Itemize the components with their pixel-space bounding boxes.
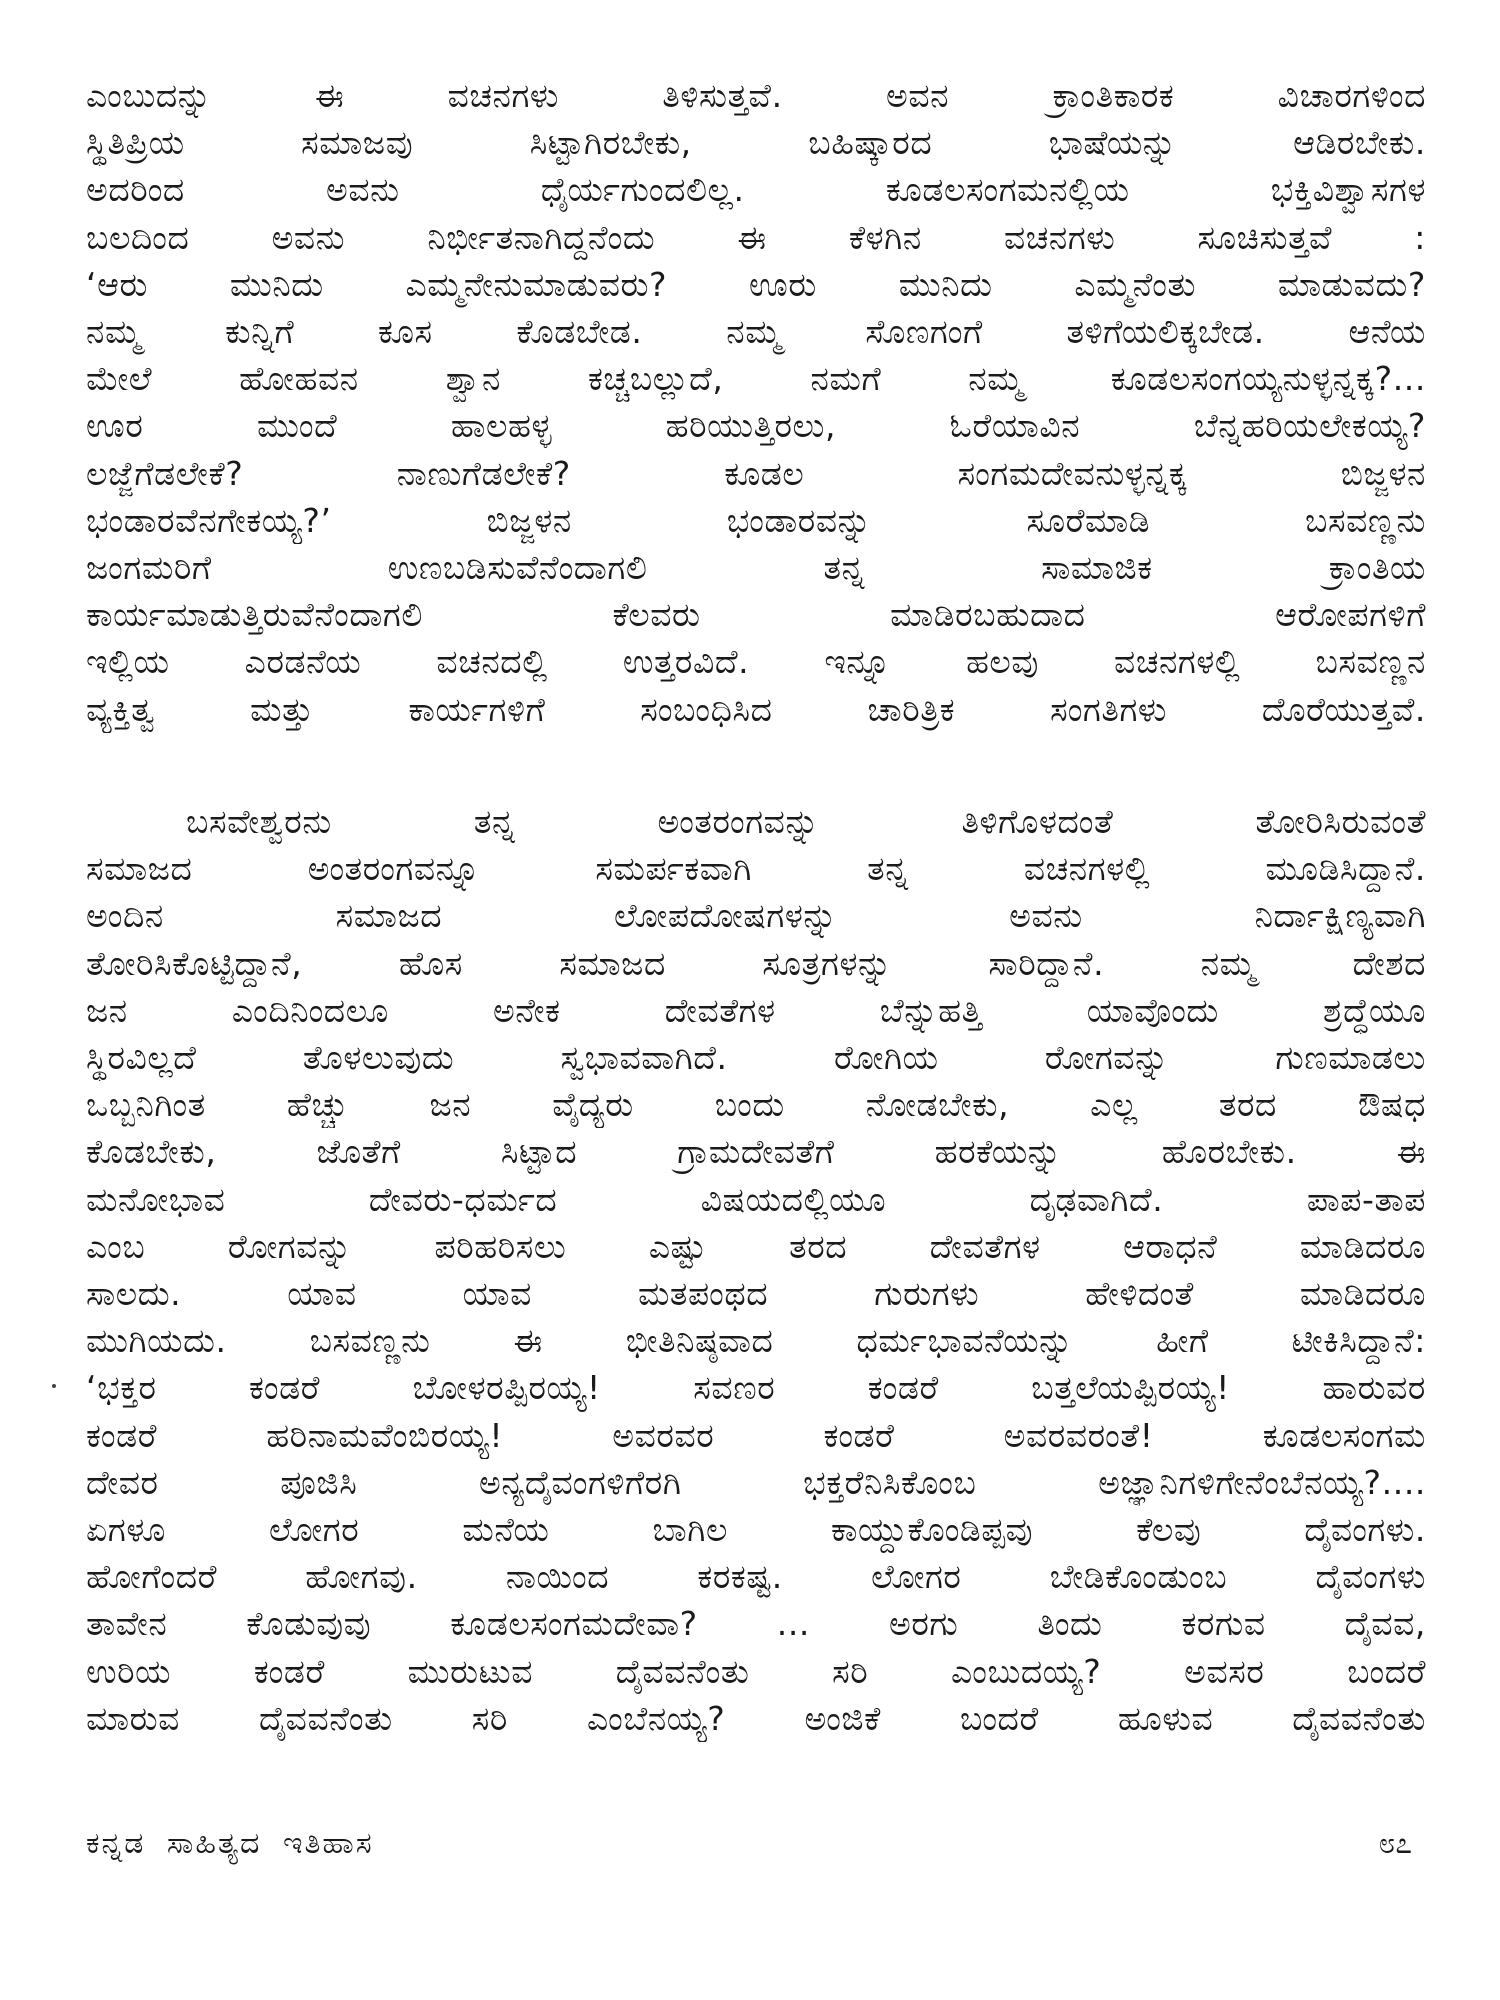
text-line: ವ್ಯಕ್ತಿತ್ವ ಮತ್ತು ಕಾರ್ಯಗಳಿಗೆ ಸಂಬಂಧಿಸಿದ ಚಾರಿತ್ರಿಕ ಸಂಗತಿಗಳು ದೊರೆಯುತ್ತವೆ. — [86, 689, 1426, 729]
text-line: ಕಾರ್ಯಮಾಡುತ್ತಿರುವೆನೆಂದಾಗಲಿ ಕೆಲವರು ಮಾಡಿರಬಹುದಾದ ಆರೋಪಗಳಿಗೆ — [86, 595, 1426, 635]
text-line: ಊರ ಮುಂದೆ ಹಾಲಹಳ್ಳ ಹರಿಯುತ್ತಿರಲು, ಓರೆಯಾವಿನ ಬೆನ್ನಹರಿಯಲೇಕಯ್ಯ? — [86, 406, 1426, 446]
text-line: ಕಂಡರೆ ಹರಿನಾಮವೆಂಬಿರಯ್ಯ! ಅವರವರ ಕಂಡರೆ ಅವರವರಂತೆ! ಕೂಡಲಸಂಗಮ — [86, 1415, 1426, 1455]
page-footer — [86, 1826, 1426, 1870]
text-line: ಹೋಗೆಂದರೆ ಹೋಗವು. ನಾಯಿಂದ ಕರಕಷ್ಟ. ಲೋಗರ ಬೇಡಿಕೊಂಡುಂಬ ದೈವಂಗಳು — [86, 1557, 1426, 1597]
text-line: ಒಬ್ಬನಿಗಿಂತ ಹೆಚ್ಚು ಜನ ವೈದ್ಯರು ಬಂದು ನೋಡಬೇಕು, ಎಲ್ಲ ತರದ ಔಷಧ — [86, 1085, 1426, 1125]
text-line: ಸ್ಥಿತಿಪ್ರಿಯ ಸಮಾಜವು ಸಿಟ್ಟಾಗಿರಬೇಕು, ಬಹಿಷ್ಕಾರದ ಭಾಷೆಯನ್ನು ಆಡಿರಬೇಕು. — [86, 123, 1426, 163]
text-line: ‘ಆರು ಮುನಿದು ಎಮ್ಮನೇನುಮಾಡುವರು? ಊರು ಮುನಿದು ಎಮ್ಮನೆಂತು ಮಾಡುವದು? — [86, 264, 1426, 304]
text-line: ಕೊಡಬೇಕು, ಜೊತೆಗೆ ಸಿಟ್ಟಾದ ಗ್ರಾಮದೇವತೆಗೆ ಹರಕೆಯನ್ನು ಹೊರಬೇಕು. ಈ — [86, 1132, 1426, 1172]
text-line: ನಮ್ಮ ಕುನ್ನಿಗೆ ಕೂಸ ಕೊಡಬೇಡ. ನಮ್ಮ ಸೊಣಗಂಗೆ ತಳಿಗೆಯಲಿಕ್ಕಬೇಡ. ಆನೆಯ — [86, 312, 1426, 352]
text-line: ಜಂಗಮರಿಗೆ ಉಣಬಡಿಸುವೆನೆಂದಾಗಲಿ ತನ್ನ ಸಾಮಾಜಿಕ ಕ್ರಾಂತಿಯ — [86, 548, 1426, 588]
paragraph-1 — [86, 72, 1426, 733]
text-line: ‘ಭಕ್ತರ ಕಂಡರೆ ಬೋಳರಪ್ಪಿರಯ್ಯ! ಸವಣರ ಕಂಡರೆ ಬತ್ತಲೆಯಪ್ಪಿರಯ್ಯ! ಹಾರುವರ — [86, 1368, 1426, 1408]
text-line: ಮೇಲೆ ಹೋಹವನ ಶ್ವಾನ ಕಚ್ಚಬಲ್ಲುದೆ, ನಮಗೆ ನಮ್ಮ ಕೂಡಲಸಂಗಯ್ಯನುಳ್ಳನ್ನಕ್ಕ?... — [86, 359, 1426, 399]
text-line: ಜನ ಎಂದಿನಿಂದಲೂ ಅನೇಕ ದೇವತೆಗಳ ಬೆನ್ನುಹತ್ತಿ ಯಾವೊಂದು ಶ್ರದ್ಧೆಯೂ — [86, 990, 1426, 1030]
paragraph-2 — [86, 798, 1426, 1742]
text-line: ಮನೋಭಾವ ದೇವರು-ಧರ್ಮದ ವಿಷಯದಲ್ಲಿಯೂ ದೃಢವಾಗಿದೆ. ಪಾಪ-ತಾಪ — [86, 1179, 1426, 1219]
text-line: ಏಗಳೂ ಲೋಗರ ಮನೆಯ ಬಾಗಿಲ ಕಾಯ್ದುಕೊಂಡಿಪ್ಪವು ಕೆಲವು ದೈವಂಗಳು. — [86, 1510, 1426, 1550]
text-line: ಬಲದಿಂದ ಅವನು ನಿರ್ಭೀತನಾಗಿದ್ದನೆಂದು ಈ ಕೆಳಗಿನ ವಚನಗಳು ಸೂಚಿಸುತ್ತವೆ : — [86, 217, 1426, 257]
text-line: ಸಾಲದು. ಯಾವ ಯಾವ ಮತಪಂಥದ ಗುರುಗಳು ಹೇಳಿದಂತೆ ಮಾಡಿದರೂ — [86, 1274, 1426, 1314]
text-line: ತಾವೇನ ಕೊಡುವುವು ಕೂಡಲಸಂಗಮದೇವಾ? ... ಅರಗು ತಿಂದು ಕರಗುವ ದೈವವ, — [86, 1604, 1426, 1644]
book-title: ಕನ್ನಡ ಸಾಹಿತ್ಯದ ಇತಿಹಾಸ — [86, 1826, 374, 1861]
text-line: ಭಂಡಾರವೆನಗೇಕಯ್ಯ?’ ಬಿಜ್ಜಳನ ಭಂಡಾರವನ್ನು ಸೂರೆಮಾಡಿ ಬಸವಣ್ಣನು — [86, 500, 1426, 540]
text-line: ಮಾರುವ ದೈವವನೆಂತು ಸರಿ ಎಂಬೆನಯ್ಯ? ಅಂಜಿಕೆ ಬಂದರೆ ಹೂಳುವ ದೈವವನೆಂತು — [86, 1698, 1426, 1738]
text-line: ಅದರಿಂದ ಅವನು ಧೈರ್ಯಗುಂದಲಿಲ್ಲ. ಕೂಡಲಸಂಗಮನಲ್ಲಿಯ ಭಕ್ತಿವಿಶ್ವಾಸಗಳ — [86, 170, 1426, 210]
text-line: ಎಂಬುದನ್ನು ಈ ವಚನಗಳು ತಿಳಿಸುತ್ತವೆ. ಅವನ ಕ್ರಾಂತಿಕಾರಕ ವಿಚಾರಗಳಿಂದ — [86, 76, 1426, 115]
page-number: ೮೭ — [1378, 1826, 1412, 1861]
scan-speck — [52, 1384, 56, 1388]
text-line: ತೋರಿಸಿಕೊಟ್ಟಿದ್ದಾನೆ, ಹೊಸ ಸಮಾಜದ ಸೂತ್ರಗಳನ್ನು ಸಾರಿದ್ದಾನೆ. ನಮ್ಮ ದೇಶದ — [86, 943, 1426, 983]
text-line: ಉರಿಯ ಕಂಡರೆ ಮುರುಟುವ ದೈವವನೆಂತು ಸರಿ ಎಂಬುದಯ್ಯ? ಅವಸರ ಬಂದರೆ — [86, 1651, 1426, 1691]
text-line: ಇಲ್ಲಿಯ ಎರಡನೆಯ ವಚನದಲ್ಲಿ ಉತ್ತರವಿದೆ. ಇನ್ನೂ ಹಲವು ವಚನಗಳಲ್ಲಿ ಬಸವಣ್ಣನ — [86, 642, 1426, 682]
text-line: ಅಂದಿನ ಸಮಾಜದ ಲೋಪದೋಷಗಳನ್ನು ಅವನು ನಿರ್ದಾಕ್ಷಿಣ್ಯವಾಗಿ — [86, 896, 1426, 936]
text-line: ಎಂಬ ರೋಗವನ್ನು ಪರಿಹರಿಸಲು ಎಷ್ಟು ತರದ ದೇವತೆಗಳ ಆರಾಧನೆ ಮಾಡಿದರೂ — [86, 1226, 1426, 1266]
text-line: ಮುಗಿಯದು. ಬಸವಣ್ಣನು ಈ ಭೀತಿನಿಷ್ಠವಾದ ಧರ್ಮಭಾವನೆಯನ್ನು ಹೀಗೆ ಟೀಕಿಸಿದ್ದಾನೆ: — [86, 1321, 1426, 1361]
text-line: ದೇವರ ಪೂಜಿಸಿ ಅನ್ಯದೈವಂಗಳಿಗೆರಗಿ ಭಕ್ತರೆನಿಸಿಕೊಂಬ ಅಜ್ಞಾನಿಗಳಿಗೇನೆಂಬೆನಯ್ಯ?.... — [86, 1462, 1426, 1502]
text-line: ಲಜ್ಜೆಗೆಡಲೇಕೆ? ನಾಣುಗೆಡಲೇಕೆ? ಕೂಡಲ ಸಂಗಮದೇವನುಳ್ಳನ್ನಕ್ಕ ಬಿಜ್ಜಳನ — [86, 453, 1426, 493]
text-line: ಸಮಾಜದ ಅಂತರಂಗವನ್ನೂ ಸಮರ್ಪಕವಾಗಿ ತನ್ನ ವಚನಗಳಲ್ಲಿ ಮೂಡಿಸಿದ್ದಾನೆ. — [86, 849, 1426, 889]
text-line: ಬಸವೇಶ್ವರನು ತನ್ನ ಅಂತರಂಗವನ್ನು ತಿಳಿಗೊಳದಂತೆ ತೋರಿಸಿರುವಂತೆ — [186, 802, 1426, 841]
text-line: ಸ್ಥಿರವಿಲ್ಲದೆ ತೊಳಲುವುದು ಸ್ವಭಾವವಾಗಿದೆ. ರೋಗಿಯ ರೋಗವನ್ನು ಗುಣಮಾಡಲು — [86, 1038, 1426, 1078]
